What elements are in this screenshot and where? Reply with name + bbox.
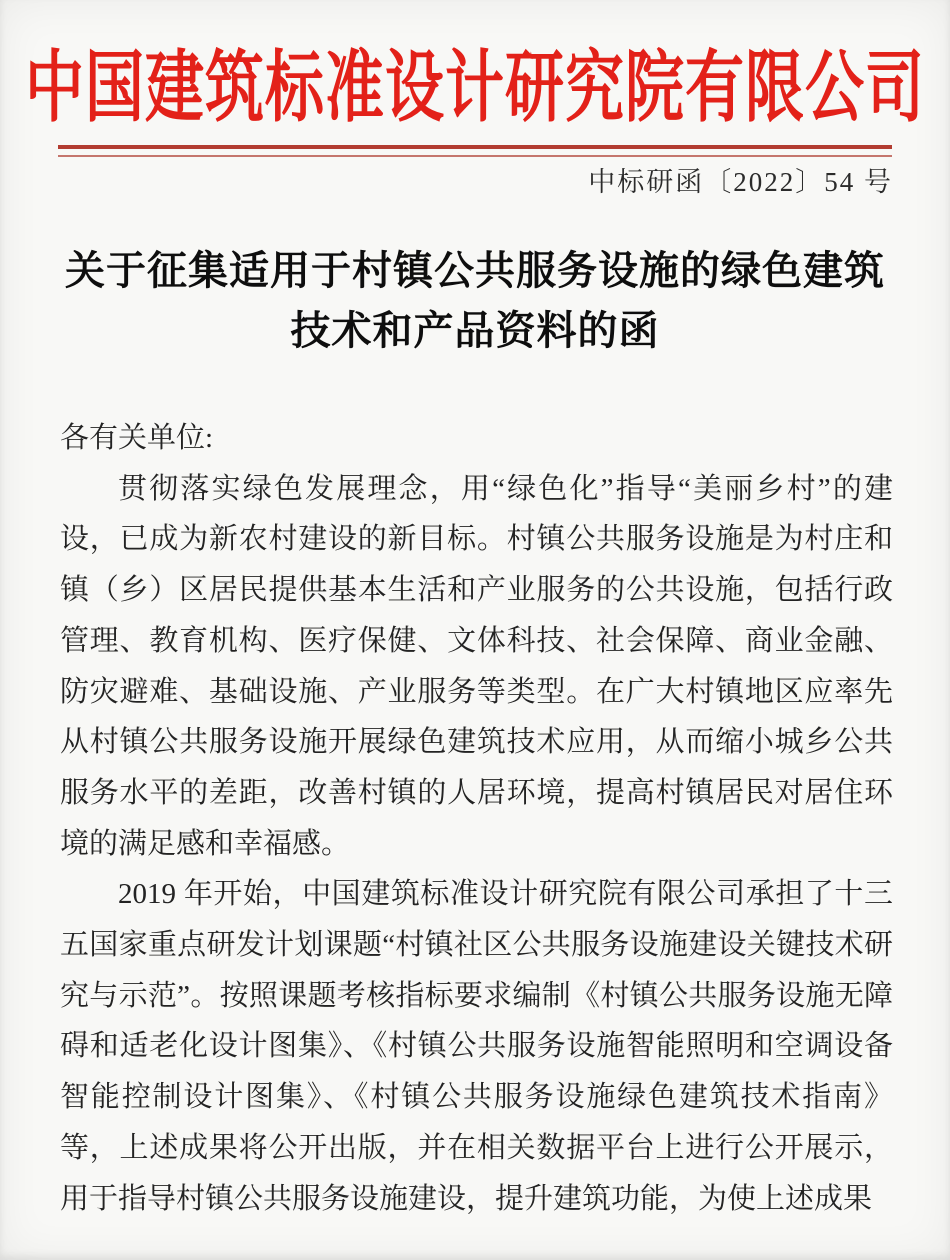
letterhead-rule-thin — [58, 155, 892, 157]
document-body — [60, 413, 893, 1224]
body-paragraph-1: 贯彻落实绿色发展理念，用“绿色化”指导“美丽乡村”的建设，已成为新农村建设的新目标。村镇公共服务设施是为村庄和镇（乡）区居民提供基本生活和产业服务的公共设施，包括行政管理、教育机构、医疗保健、文体科技、社会保障、商业金融、防灾避难、基础设施、产业服务等类型。在广大村镇地区应率先从村镇公共服务设施开展绿色建筑技术应用，从而缩小城乡公共服务水平的差距，改善村镇的人居环境，提高村镇居民对居住环境的满足感和幸福感。 — [60, 472, 893, 860]
letterhead-rule-thick — [58, 145, 892, 149]
body-paragraph-2: 2019 年开始，中国建筑标准设计研究院有限公司承担了十三五国家重点研发计划课题“村镇社区公共服务设施建设关键技术研究与示范”。按照课题考核指标要求编制《村镇公共服务设施无障碍和适老化设计图集》、《村镇公共服务设施智能照明和空调设备智能控制设计图集》、《村镇公共服务设施绿色建筑技术指南》等，上述成果将公开出版，并在相关数据平台上进行公开展示，用于指导村镇公共服务设施建设，提升建筑功能，为使上述成果 — [60, 878, 893, 1215]
document-title — [0, 241, 950, 361]
salutation: 各有关单位: — [60, 422, 214, 454]
document-title-line-2: 技术和产品资料的函 — [290, 308, 660, 353]
letterhead-org-name: 中国建筑标准设计研究院有限公司 — [24, 41, 925, 133]
document-title-line-1: 关于征集适用于村镇公共服务设施的绿色建筑 — [65, 248, 885, 293]
document-number: 中标研函〔2022〕54 号 — [588, 167, 893, 197]
